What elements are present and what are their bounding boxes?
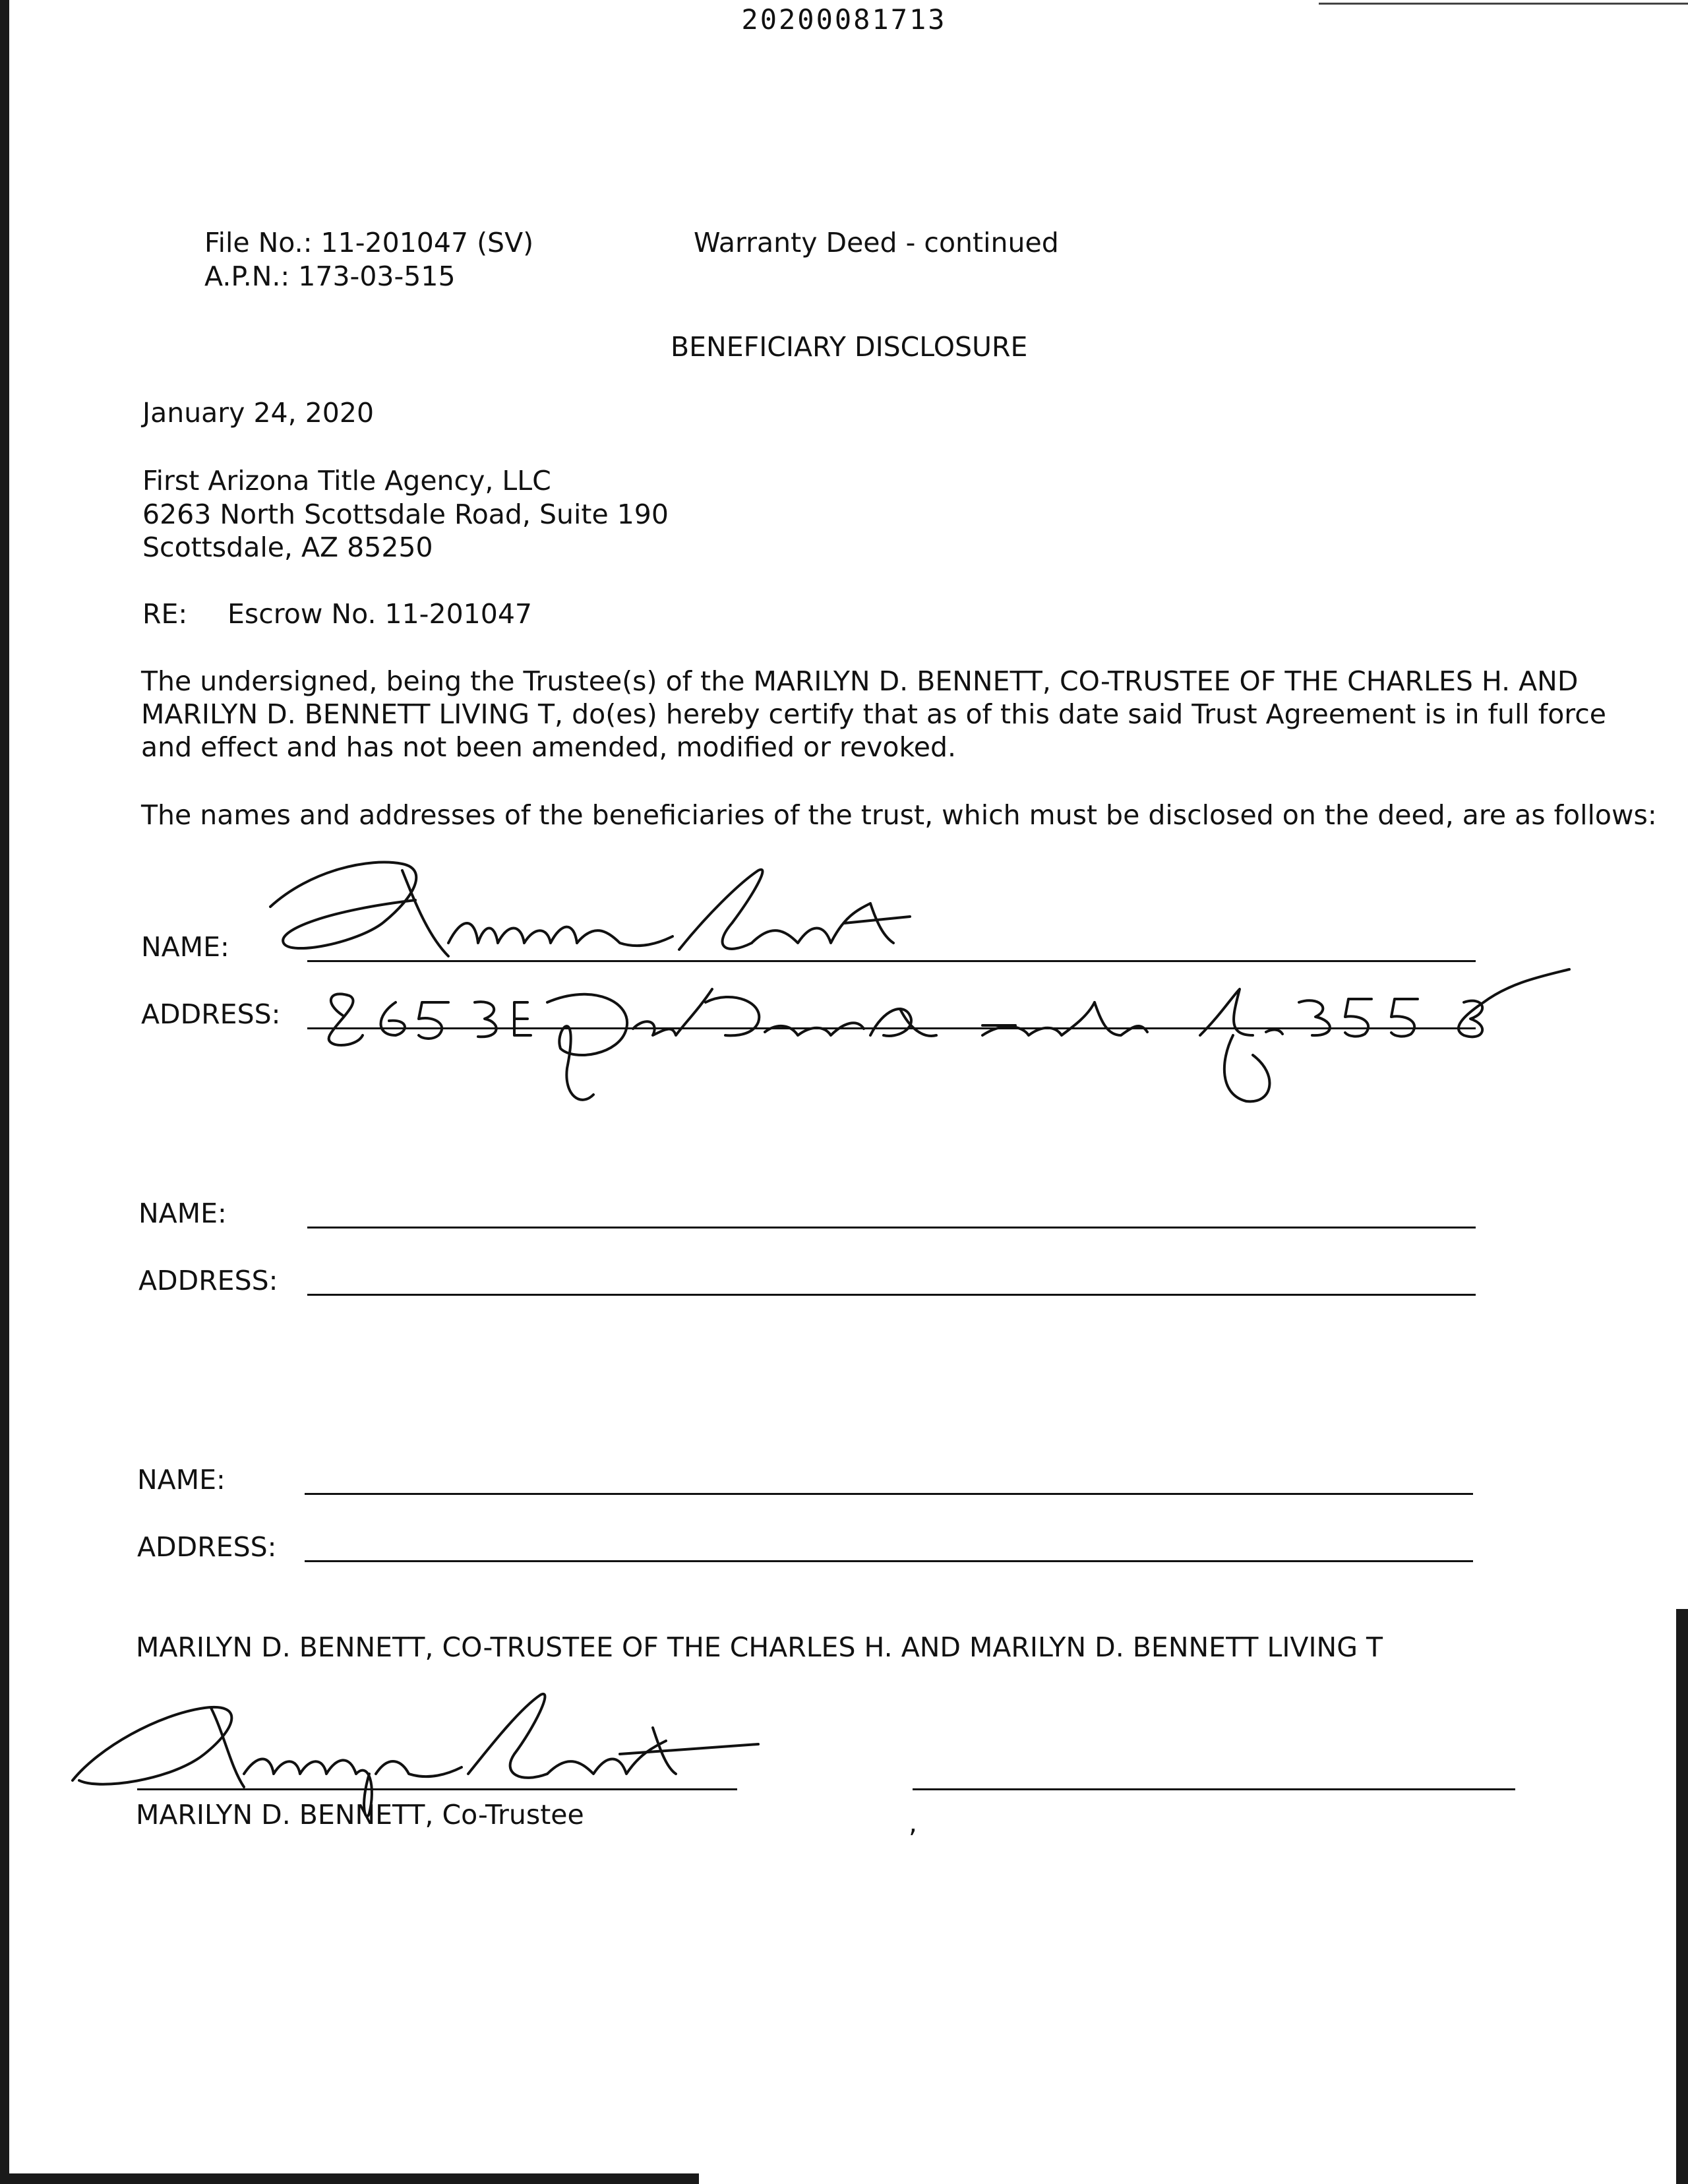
addressee-line-3: Scottsdale, AZ 85250 bbox=[142, 531, 433, 563]
document-title: BENEFICIARY DISCLOSURE bbox=[671, 331, 1028, 363]
deed-label: Warranty Deed - continued bbox=[694, 227, 1059, 258]
re-label: RE: bbox=[142, 598, 188, 630]
beneficiaries-intro: The names and addresses of the beneficiaries of the trust, which must be disclosed on the deed, are as follows: bbox=[141, 799, 1657, 831]
beneficiary-3-name-line bbox=[305, 1493, 1473, 1495]
beneficiary-2-name-line bbox=[307, 1227, 1476, 1228]
beneficiary-2-address-label: ADDRESS: bbox=[138, 1265, 278, 1296]
co-trustee-signature bbox=[59, 1675, 785, 1807]
scan-edge-right bbox=[1676, 1609, 1688, 2184]
beneficiary-1-name-label: NAME: bbox=[141, 931, 229, 963]
recording-number: 20200081713 bbox=[741, 3, 947, 36]
addressee-line-2: 6263 North Scottsdale Road, Suite 190 bbox=[142, 499, 669, 530]
beneficiary-3-address-label: ADDRESS: bbox=[137, 1531, 277, 1563]
certification-line-2: MARILYN D. BENNETT LIVING T, do(es) hereby certify that as of this date said Trust Agreement is in full force bbox=[141, 698, 1607, 730]
addressee-line-1: First Arizona Title Agency, LLC bbox=[142, 465, 551, 497]
certification-paragraph bbox=[141, 665, 1607, 764]
handwritten-beneficiary-name bbox=[251, 844, 976, 976]
escrow-number: Escrow No. 11-201047 bbox=[227, 598, 532, 630]
beneficiary-2-address-line bbox=[307, 1294, 1476, 1296]
handwritten-beneficiary-address bbox=[303, 963, 1582, 1121]
scan-edge-left bbox=[0, 0, 9, 2184]
certification-line-3: and effect and has not been amended, modified or revoked. bbox=[141, 731, 957, 763]
second-signature-caption: , bbox=[909, 1807, 918, 1838]
second-signature-line bbox=[913, 1788, 1515, 1790]
certification-line-1: The undersigned, being the Trustee(s) of the MARILYN D. BENNETT, CO-TRUSTEE OF THE CHARLES H. AND bbox=[141, 665, 1579, 697]
scan-edge-bottom bbox=[0, 2173, 699, 2184]
document-date: January 24, 2020 bbox=[142, 397, 375, 429]
co-trustee-signature-line bbox=[137, 1788, 737, 1790]
co-trustee-caption: MARILYN D. BENNETT, Co-Trustee bbox=[136, 1799, 584, 1831]
beneficiary-3-address-line bbox=[305, 1560, 1473, 1562]
beneficiary-2-name-label: NAME: bbox=[138, 1198, 227, 1229]
beneficiary-1-address-label: ADDRESS: bbox=[141, 998, 281, 1030]
trust-name: MARILYN D. BENNETT, CO-TRUSTEE OF THE CHARLES H. AND MARILYN D. BENNETT LIVING T bbox=[136, 1631, 1383, 1663]
apn-number: A.P.N.: 173-03-515 bbox=[204, 260, 456, 292]
beneficiary-3-name-label: NAME: bbox=[137, 1464, 226, 1496]
file-number: File No.: 11-201047 (SV) bbox=[204, 227, 534, 258]
